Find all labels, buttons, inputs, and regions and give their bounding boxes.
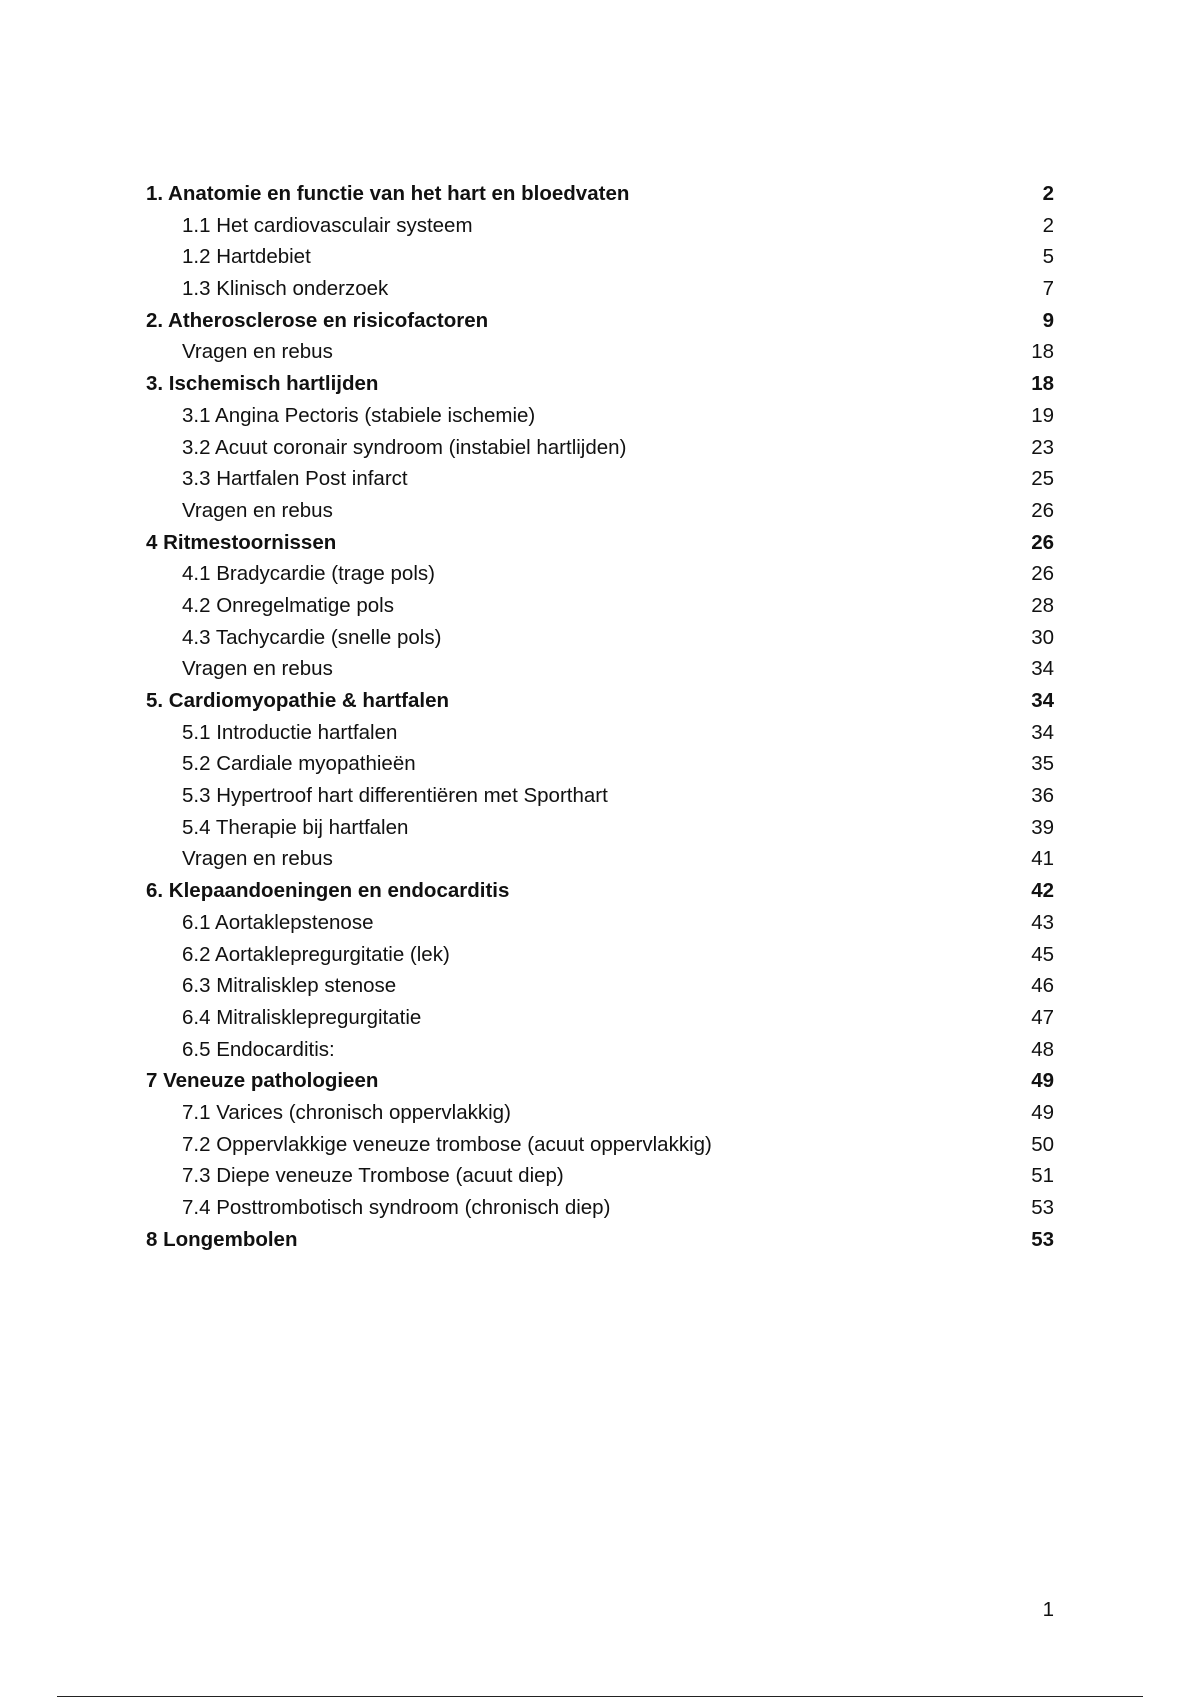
toc-entry-page-number: 49 <box>1031 1069 1054 1093</box>
toc-entry-title: 4.2 Onregelmatige pols <box>182 593 394 617</box>
toc-entry-title: 3.3 Hartfalen Post infarct <box>182 467 408 491</box>
toc-section-entry[interactable] <box>146 970 1054 1002</box>
toc-entry-title: 1. Anatomie en functie van het hart en bloedvaten <box>146 182 630 205</box>
toc-section-entry[interactable] <box>146 1192 1054 1224</box>
toc-section-entry[interactable] <box>146 622 1054 654</box>
toc-entry-page-number: 23 <box>1031 435 1054 459</box>
toc-entry-title: 6.5 Endocarditis: <box>182 1037 335 1061</box>
toc-entry-page-number: 18 <box>1031 372 1054 396</box>
toc-entry-page-number: 34 <box>1031 689 1054 712</box>
toc-section-entry[interactable] <box>146 717 1054 749</box>
toc-entry-page-number: 46 <box>1031 974 1054 998</box>
toc-section-entry[interactable] <box>146 400 1054 432</box>
toc-entry-page-number: 25 <box>1031 467 1054 491</box>
toc-entry-title: 4.3 Tachycardie (snelle pols) <box>182 625 442 649</box>
toc-section-entry[interactable] <box>146 1034 1054 1066</box>
toc-section-entry[interactable] <box>146 1129 1054 1161</box>
bottom-rule <box>57 1696 1143 1697</box>
toc-entry-title: 5.4 Therapie bij hartfalen <box>182 815 409 839</box>
toc-entry-title: 6.4 Mitralisklepregurgitatie <box>182 1005 422 1029</box>
toc-entry-page-number: 26 <box>1031 498 1054 522</box>
toc-entry-title: 7.2 Oppervlakkige veneuze trombose (acuut oppervlakkig) <box>182 1132 712 1156</box>
toc-section-entry[interactable] <box>146 336 1054 368</box>
toc-entry-page-number: 34 <box>1031 720 1054 744</box>
toc-entry-page-number: 45 <box>1031 942 1054 966</box>
toc-entry-page-number: 39 <box>1031 815 1054 839</box>
toc-section-entry[interactable] <box>146 1160 1054 1192</box>
toc-entry-title: 7 Veneuze pathologieen <box>146 1069 379 1093</box>
toc-section-entry[interactable] <box>146 210 1054 242</box>
toc-entry-title: 5.1 Introductie hartfalen <box>182 720 398 744</box>
toc-entry-page-number: 47 <box>1031 1005 1054 1029</box>
toc-section-entry[interactable] <box>146 1002 1054 1034</box>
toc-section-entry[interactable] <box>146 558 1054 590</box>
toc-section-entry[interactable] <box>146 748 1054 780</box>
toc-entry-page-number: 26 <box>1031 562 1054 586</box>
toc-entry-title: 6.2 Aortaklepregurgitatie (lek) <box>182 942 450 966</box>
toc-entry-page-number: 35 <box>1031 752 1054 776</box>
toc-entry-title: 3.1 Angina Pectoris (stabiele ischemie) <box>182 403 536 427</box>
toc-entry-page-number: 43 <box>1031 910 1054 934</box>
toc-entry-title: 3.2 Acuut coronair syndroom (instabiel hartlijden) <box>182 435 627 459</box>
toc-section-entry[interactable] <box>146 653 1054 685</box>
toc-entry-title: 4 Ritmestoornissen <box>146 530 337 554</box>
toc-entry-page-number: 51 <box>1031 1164 1054 1188</box>
toc-section-entry[interactable] <box>146 463 1054 495</box>
toc-entry-title: Vragen en rebus <box>182 657 333 681</box>
toc-entry-title: 8 Longembolen <box>146 1227 298 1251</box>
toc-chapter-entry[interactable] <box>146 1065 1054 1097</box>
toc-section-entry[interactable] <box>146 939 1054 971</box>
toc-entry-title: 4.1 Bradycardie (trage pols) <box>182 562 435 586</box>
toc-entry-page-number: 49 <box>1031 1100 1054 1124</box>
toc-chapter-entry[interactable] <box>146 685 1054 717</box>
toc-entry-page-number: 5 <box>1042 245 1054 269</box>
toc-entry-title: Vragen en rebus <box>182 340 333 364</box>
toc-entry-page-number: 34 <box>1031 657 1054 681</box>
toc-entry-title: 6.1 Aortaklepstenose <box>182 910 374 934</box>
toc-entry-page-number: 53 <box>1031 1227 1054 1251</box>
toc-entry-title: 1.2 Hartdebiet <box>182 245 311 269</box>
toc-entry-page-number: 9 <box>1042 308 1054 332</box>
table-of-contents <box>146 178 1054 1255</box>
toc-section-entry[interactable] <box>146 590 1054 622</box>
toc-entry-page-number: 2 <box>1042 182 1054 205</box>
toc-entry-title: 5. Cardiomyopathie & hartfalen <box>146 689 450 712</box>
toc-entry-title: Vragen en rebus <box>182 498 333 522</box>
toc-chapter-entry[interactable] <box>146 368 1054 400</box>
page-number: 1 <box>1042 1598 1054 1621</box>
toc-entry-page-number: 7 <box>1042 277 1054 301</box>
toc-section-entry[interactable] <box>146 843 1054 875</box>
toc-entry-page-number: 48 <box>1031 1037 1054 1061</box>
toc-chapter-entry[interactable] <box>146 875 1054 907</box>
toc-section-entry[interactable] <box>146 241 1054 273</box>
toc-section-entry[interactable] <box>146 495 1054 527</box>
toc-entry-page-number: 41 <box>1031 847 1054 871</box>
toc-entry-page-number: 30 <box>1031 625 1054 649</box>
toc-chapter-entry[interactable] <box>146 527 1054 559</box>
toc-entry-title: 6.3 Mitralisklep stenose <box>182 974 397 998</box>
toc-section-entry[interactable] <box>146 432 1054 464</box>
toc-entry-page-number: 28 <box>1031 593 1054 617</box>
toc-section-entry[interactable] <box>146 1097 1054 1129</box>
toc-entry-page-number: 53 <box>1031 1196 1054 1219</box>
toc-section-entry[interactable] <box>146 812 1054 844</box>
toc-section-entry[interactable] <box>146 273 1054 305</box>
toc-chapter-entry[interactable] <box>146 305 1054 337</box>
toc-chapter-entry[interactable] <box>146 178 1054 210</box>
toc-entry-title: 1.3 Klinisch onderzoek <box>182 277 389 301</box>
toc-entry-title: 7.3 Diepe veneuze Trombose (acuut diep) <box>182 1164 564 1188</box>
toc-section-entry[interactable] <box>146 780 1054 812</box>
toc-entry-title: 7.4 Posttrombotisch syndroom (chronisch diep) <box>182 1196 611 1219</box>
toc-entry-title: 3. Ischemisch hartlijden <box>146 372 379 396</box>
toc-entry-page-number: 26 <box>1031 530 1054 554</box>
toc-entry-page-number: 18 <box>1031 340 1054 364</box>
toc-entry-title: 5.2 Cardiale myopathieën <box>182 752 416 776</box>
toc-entry-page-number: 2 <box>1042 213 1054 237</box>
toc-entry-page-number: 19 <box>1031 403 1054 427</box>
toc-entry-page-number: 50 <box>1031 1132 1054 1156</box>
toc-entry-title: 6. Klepaandoeningen en endocarditis <box>146 879 510 903</box>
toc-entry-title: 7.1 Varices (chronisch oppervlakkig) <box>182 1100 511 1124</box>
toc-entry-title: 2. Atherosclerose en risicofactoren <box>146 308 489 332</box>
toc-entry-title: Vragen en rebus <box>182 847 333 871</box>
toc-section-entry[interactable] <box>146 907 1054 939</box>
toc-entry-page-number: 42 <box>1031 879 1054 903</box>
toc-entry-title: 1.1 Het cardiovasculair systeem <box>182 213 473 237</box>
toc-entry-page-number: 36 <box>1031 784 1054 808</box>
toc-entry-title: 5.3 Hypertroof hart differentiëren met Sporthart <box>182 784 608 808</box>
toc-chapter-entry[interactable] <box>146 1224 1054 1256</box>
